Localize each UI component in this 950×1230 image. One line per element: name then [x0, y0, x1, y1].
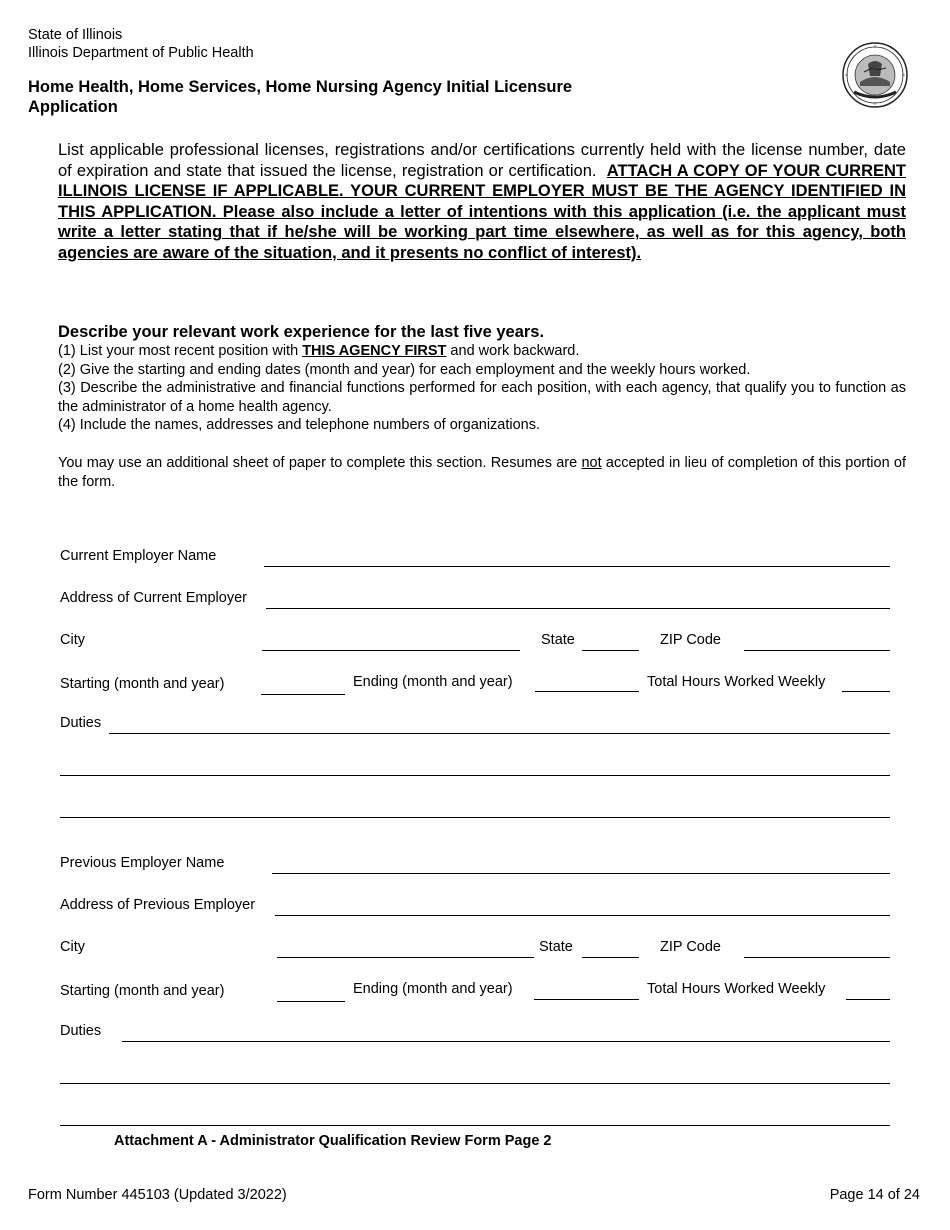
previous-duties-field-2[interactable] [60, 1083, 890, 1084]
instruction-4: (4) Include the names, addresses and telephone numbers of organizations. [58, 417, 541, 434]
current-starting-label: Starting (month and year) [60, 676, 225, 692]
current-duties-field-3[interactable] [60, 817, 890, 818]
instruction-2: (2) Give the starting and ending dates (month and year) for each employment and the weekly hours worked. [58, 361, 751, 378]
previous-employer-name-field[interactable] [272, 873, 890, 874]
current-address-field[interactable] [266, 608, 890, 609]
resume-note: You may use an additional sheet of paper to complete this section. Resumes are not accepted in lieu of completion of this portion of the form. [58, 455, 906, 490]
previous-starting-field[interactable] [277, 1001, 345, 1002]
previous-zip-field[interactable] [744, 957, 890, 958]
current-duties-label: Duties [60, 715, 102, 731]
previous-employer-name-label: Previous Employer Name [60, 855, 225, 871]
previous-address-label: Address of Previous Employer [60, 897, 256, 913]
current-starting-field[interactable] [261, 694, 345, 695]
intro-text: List applicable professional licenses, registrations and/or certifications currently held with the license number, date of expiration and state that issued the license, registration or certification. [58, 141, 906, 180]
current-zip-label: ZIP Code [660, 632, 721, 648]
instruction-1: (1) List your most recent position with THIS AGENCY FIRST and work backward. [58, 343, 580, 359]
current-city-field[interactable] [262, 650, 520, 651]
intro-paragraph [58, 140, 906, 264]
experience-instructions [58, 342, 906, 435]
previous-zip-label: ZIP Code [660, 939, 721, 955]
previous-city-field[interactable] [277, 957, 534, 958]
current-ending-field[interactable] [535, 691, 639, 692]
previous-duties-field-1[interactable] [122, 1041, 890, 1042]
state-seal-icon [842, 42, 908, 108]
previous-hours-field[interactable] [846, 999, 890, 1000]
current-hours-field[interactable] [842, 691, 890, 692]
previous-address-field[interactable] [275, 915, 890, 916]
previous-state-label: State [539, 939, 573, 955]
page-number: Page 14 of 24 [829, 1187, 920, 1203]
not-emphasis: not [581, 455, 602, 471]
intro-emphasis: ATTACH A COPY OF YOUR CURRENT ILLINOIS LICENSE IF APPLICABLE. YOUR CURRENT EMPLOYER MUST BE THE AGENCY IDENTIFIED IN THIS APPLICATION. Please also include a letter of intentions with this application (i.e. the applicant must write a letter stating that if he/she will be working part time elsewhere, as well as for this agency, both agencies are aware of the situation, and it presents no conflict of interest). [58, 161, 907, 262]
page-title-line1: Home Health, Home Services, Home Nursing Agency Initial Licensure [28, 78, 573, 96]
current-state-label: State [541, 632, 575, 648]
attachment-caption: Attachment A - Administrator Qualification Review Form Page 2 [114, 1133, 552, 1149]
previous-starting-label: Starting (month and year) [60, 983, 225, 999]
instruction-3: (3) Describe the administrative and financial functions performed for each position, with each agency, that qualify you to function as the administrator of a home health agency. [58, 380, 906, 415]
current-address-label: Address of Current Employer [60, 590, 247, 606]
experience-title: Describe your relevant work experience for the last five years. [58, 323, 545, 341]
current-duties-field-2[interactable] [60, 775, 890, 776]
department-name: Illinois Department of Public Health [28, 45, 254, 61]
previous-hours-label: Total Hours Worked Weekly [647, 981, 826, 997]
current-employer-name-field[interactable] [264, 566, 890, 567]
this-agency-first: THIS AGENCY FIRST [302, 343, 447, 359]
form-number: Form Number 445103 (Updated 3/2022) [28, 1187, 287, 1203]
previous-city-label: City [60, 939, 85, 955]
previous-ending-label: Ending (month and year) [353, 981, 513, 997]
current-ending-label: Ending (month and year) [353, 674, 513, 690]
previous-state-field[interactable] [582, 957, 639, 958]
previous-duties-field-3[interactable] [60, 1125, 890, 1126]
current-duties-field-1[interactable] [109, 733, 890, 734]
page-title-line2: Application [28, 98, 118, 116]
previous-duties-label: Duties [60, 1023, 102, 1039]
current-state-field[interactable] [582, 650, 639, 651]
current-employer-name-label: Current Employer Name [60, 548, 217, 564]
current-zip-field[interactable] [744, 650, 890, 651]
previous-ending-field[interactable] [534, 999, 639, 1000]
current-hours-label: Total Hours Worked Weekly [647, 674, 826, 690]
current-city-label: City [60, 632, 85, 648]
state-name: State of Illinois [28, 27, 123, 43]
